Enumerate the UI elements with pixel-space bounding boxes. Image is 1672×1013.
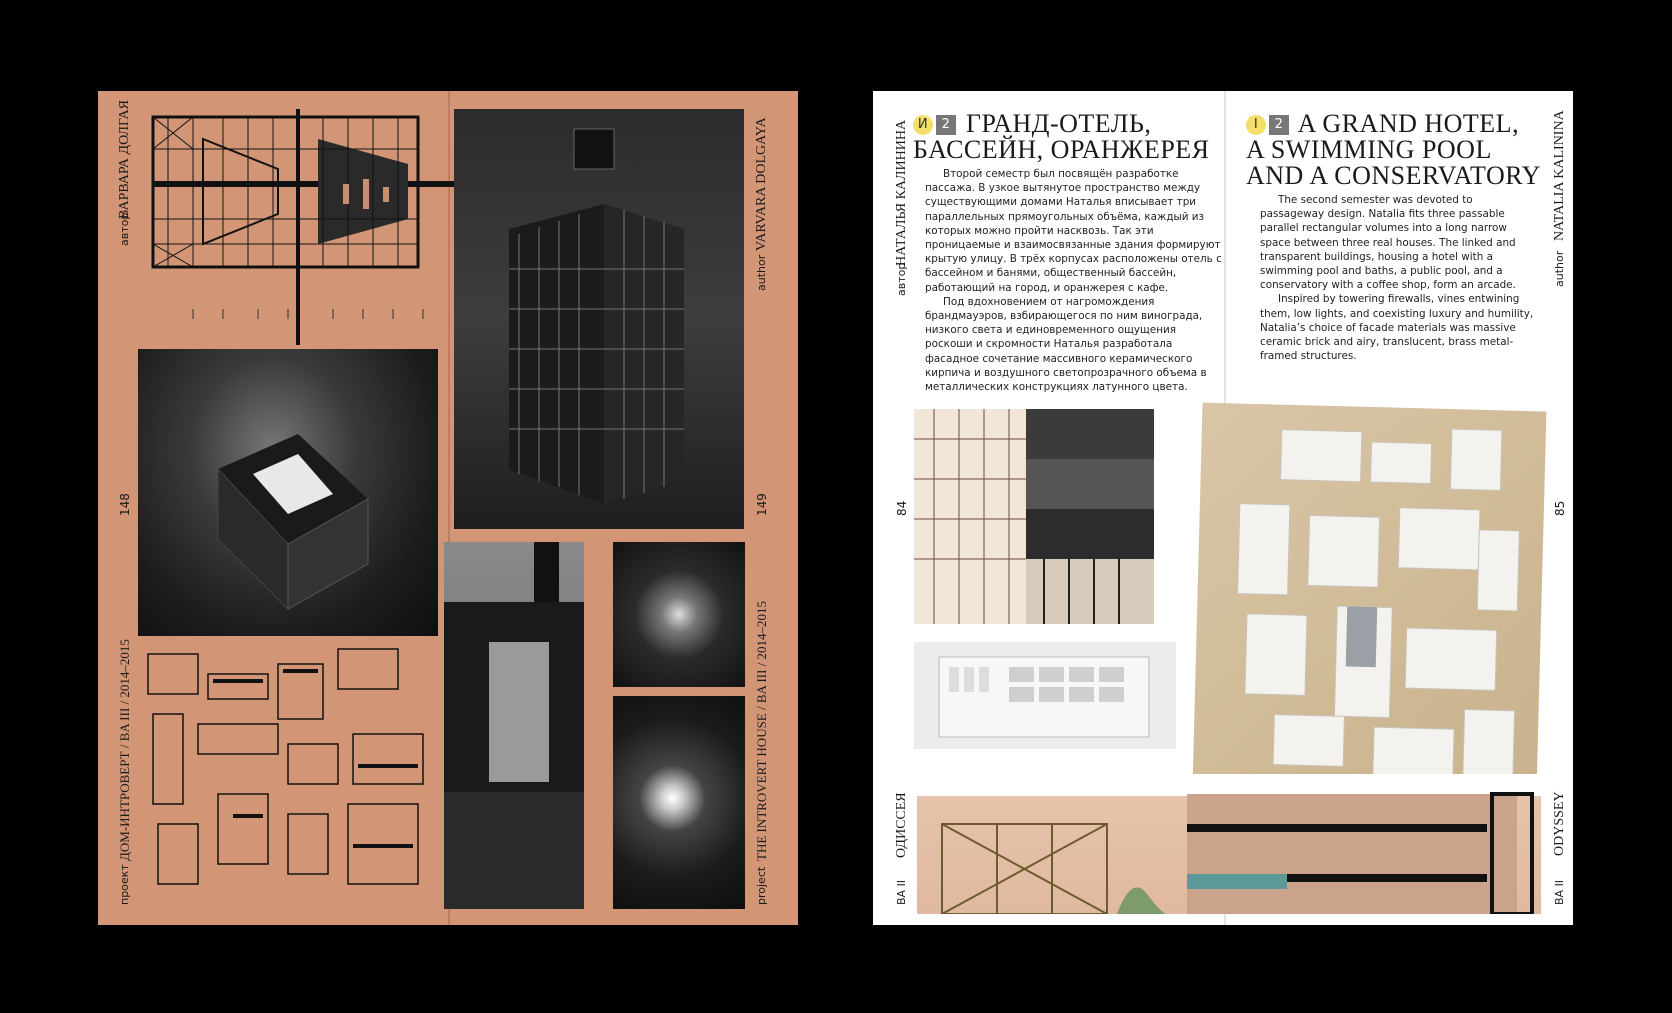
author-name-en: VARVARA DOLGAYA [754,117,769,251]
author-label-en: author [755,254,768,291]
project-title-en: THE INTROVERT HOUSE / BA III / 2014–2015 [754,600,769,861]
page-number-right: 149 [755,493,769,516]
skylight-view-photo [613,696,745,909]
facade-night-photo [454,109,744,529]
badge-number-en: 2 [1269,115,1289,135]
paragraph-en-1: The second semester was devoted to passageway design. Natalia fits three passable parallel rectangular volumes into a long narrow space between three real houses. The linked and transparent buildings, housing a hotel with a swimming pool and baths, a public pool, and a conservatory with a coffee shop, form an arcade. [1260,194,1516,292]
author-name-en: NATALIA KALININA [1552,110,1567,241]
author-name-ru: ВАРВАРА ДОЛГАЯ [117,100,132,219]
title-en-line2: A SWIMMING POOL [1246,135,1492,164]
body-text-ru [925,167,1222,394]
magazine-name-en: ODYSSEY [1552,791,1567,856]
section-model-photo [444,542,584,909]
heading-ru [913,111,1223,163]
paragraph-en-2: Inspired by towering firewalls, vines entwining them, low lights, and coexisting luxury and humility, Natalia’s choice of facade materials was massive ceramic brick and airy, translucent, brass metal-framed structures. [1260,293,1534,363]
paragraph-ru-1: Второй семестр был посвящён разработке пассажа. В узкое вытянутое пространство между существующими домами Наталья вписывает три параллельных прямоугольных объёма, каждый из которых можно пройти насквозь. Так эти проницаемые и взаимосвязанные здания формируют крытую улицу. В трёх корпусах расположены отель с бассейном и банями, общественный бассейн, работающий на город, и оранжерея с кафе. [925,168,1222,294]
atrium-view-photo [613,542,745,687]
badge-letter-ru: И [913,115,933,135]
title-ru-line1: ГРАНД-ОТЕЛЬ, [966,109,1152,138]
long-section-drawing [917,774,1541,914]
badge-letter-en: I [1246,115,1266,135]
interior-atrium-photo [138,349,438,636]
left-spread-page [98,91,798,925]
title-ru-line2: БАССЕЙН, ОРАНЖЕРЕЯ [913,135,1210,164]
magazine-name-ru: ОДИССЕЯ [894,792,909,858]
author-label-en: author [1553,250,1566,287]
facade-sketch-drawing [914,409,1154,624]
white-facade-model-photo [914,642,1176,749]
page-number-left: 148 [118,493,132,516]
site-plan-map [138,644,438,908]
page-number-84: 84 [895,500,909,516]
author-name-ru: НАТАЛЬЯ КАЛИНИНА [894,119,909,266]
right-spread-page [873,91,1573,925]
project-label-ru: проект [118,864,131,905]
page-number-85: 85 [1553,500,1567,516]
project-title-ru: ДОМ-ИНТРОВЕРТ / BA III / 2014–2015 [117,639,132,861]
section-label-en: BA II [1553,879,1566,905]
section-label-ru: BA II [895,879,908,905]
heading-en [1246,111,1546,189]
section-plan-drawing [148,109,468,345]
title-en-line3: AND A CONSERVATORY [1246,161,1541,190]
project-label-en: project [755,866,768,905]
body-text-en [1260,193,1535,363]
author-label-ru: автор [895,262,908,296]
author-label-ru: автор [118,212,131,246]
site-model-photo [1192,403,1547,832]
title-en-line1: A GRAND HOTEL, [1297,109,1520,138]
paragraph-ru-2: Под вдохновением от нагромождения брандмауэров, взбирающегося по ним винограда, низкого света и единовременного ощущения роскоши и скромности Наталья разработала фасадное сочетание массивного керамического кирпича и воздушного светопрозрачного объема в металлических конструкциях латунного цвета. [925,295,1207,394]
badge-number-ru: 2 [936,115,956,135]
